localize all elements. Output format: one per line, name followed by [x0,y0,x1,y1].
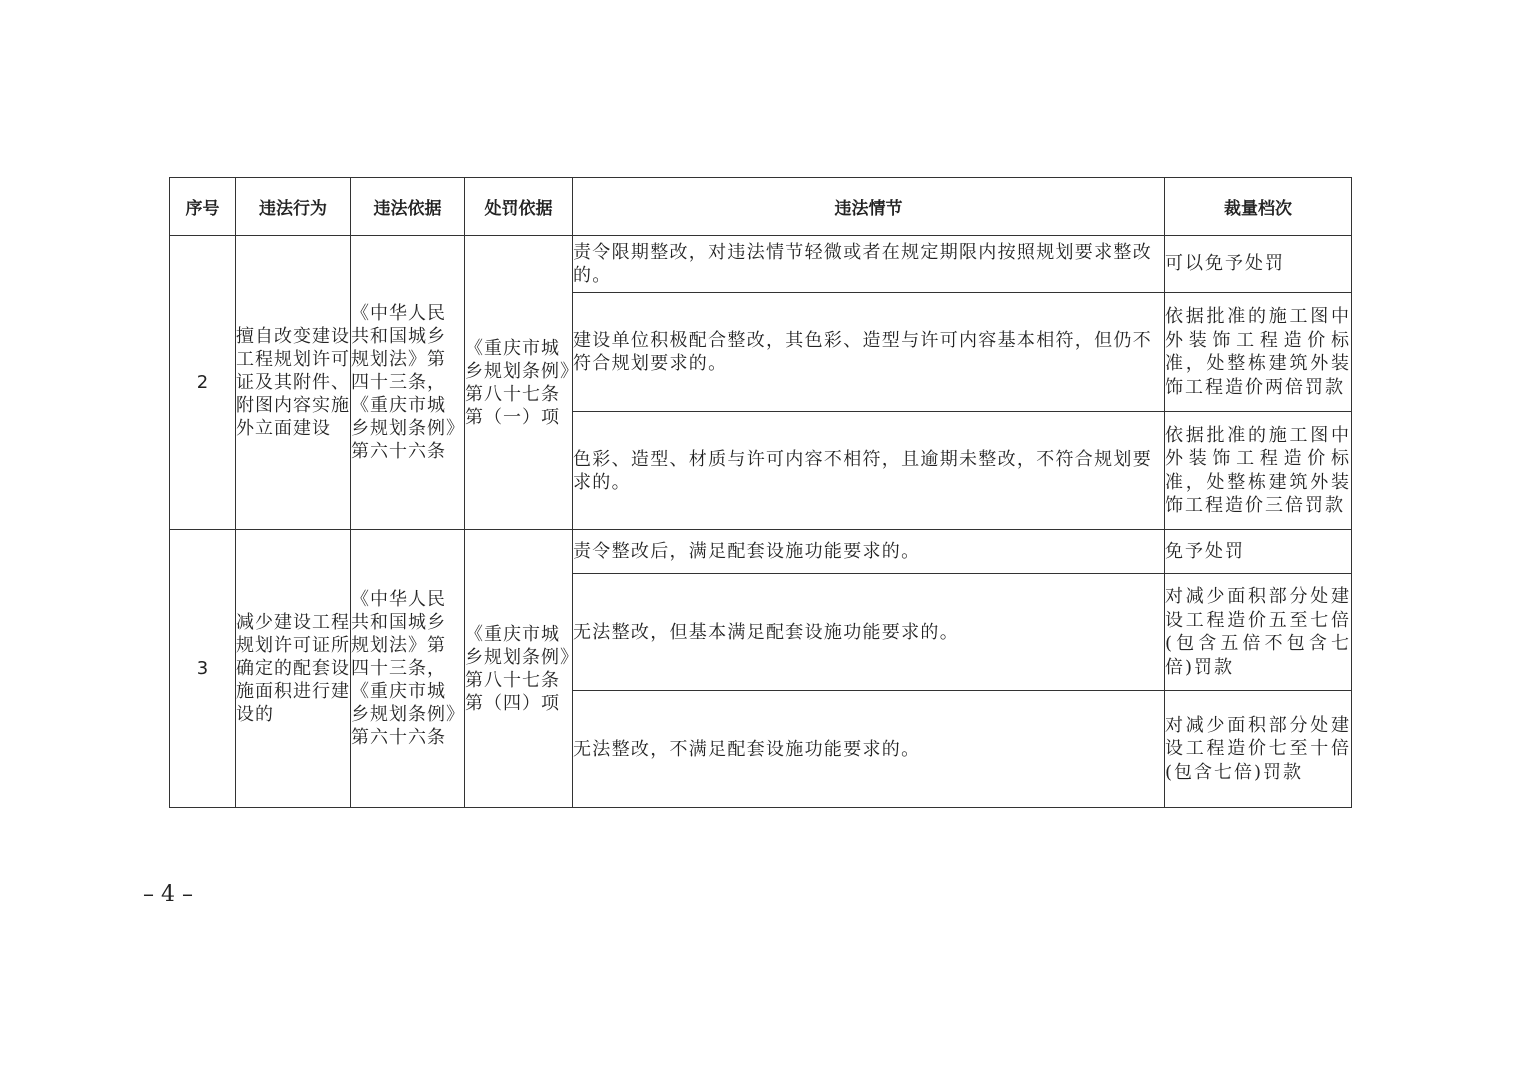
row-level: 依据批准的施工图中外装饰工程造价标准，处整栋建筑外装饰工程造价两倍罚款 [1165,293,1352,412]
row-level: 依据批准的施工图中外装饰工程造价标准，处整栋建筑外装饰工程造价三倍罚款 [1165,412,1352,530]
header-row [170,178,1352,236]
row-level: 对减少面积部分处建设工程造价七至十倍(包含七倍)罚款 [1165,691,1352,808]
row-situation: 无法整改，但基本满足配套设施功能要求的。 [573,574,1165,691]
row-basis: 《中华人民共和国城乡规划法》第四十三条，《重庆市城乡规划条例》第六十六条 [351,530,465,808]
row-situation: 责令整改后，满足配套设施功能要求的。 [573,530,1165,574]
row-situation: 建设单位积极配合整改，其色彩、造型与许可内容基本相符，但仍不符合规划要求的。 [573,293,1165,412]
header-behavior: 违法行为 [236,178,351,236]
penalty-table [169,177,1352,808]
row-situation: 无法整改，不满足配套设施功能要求的。 [573,691,1165,808]
header-level: 裁量档次 [1165,178,1352,236]
row-level: 对减少面积部分处建设工程造价五至七倍(包含五倍不包含七倍)罚款 [1165,574,1352,691]
header-penalty-basis: 处罚依据 [465,178,573,236]
row-level: 免予处罚 [1165,530,1352,574]
header-situation: 违法情节 [573,178,1165,236]
header-seq: 序号 [170,178,236,236]
row-basis: 《中华人民共和国城乡规划法》第四十三条，《重庆市城乡规划条例》第六十六条 [351,236,465,530]
row-seq: 2 [170,236,236,530]
row-level: 可以免予处罚 [1165,236,1352,293]
page-number: – 4 – [143,882,193,907]
row-situation: 色彩、造型、材质与许可内容不相符，且逾期未整改，不符合规划要求的。 [573,412,1165,530]
table-row [170,236,1352,293]
row-behavior: 擅自改变建设工程规划许可证及其附件、附图内容实施外立面建设 [236,236,351,530]
row-penalty-basis: 《重庆市城乡规划条例》第八十七条第（一）项 [465,236,573,530]
row-behavior: 减少建设工程规划许可证所确定的配套设施面积进行建设的 [236,530,351,808]
row-situation: 责令限期整改，对违法情节轻微或者在规定期限内按照规划要求整改的。 [573,236,1165,293]
table-row [170,530,1352,574]
row-seq: 3 [170,530,236,808]
row-penalty-basis: 《重庆市城乡规划条例》第八十七条第（四）项 [465,530,573,808]
header-basis: 违法依据 [351,178,465,236]
